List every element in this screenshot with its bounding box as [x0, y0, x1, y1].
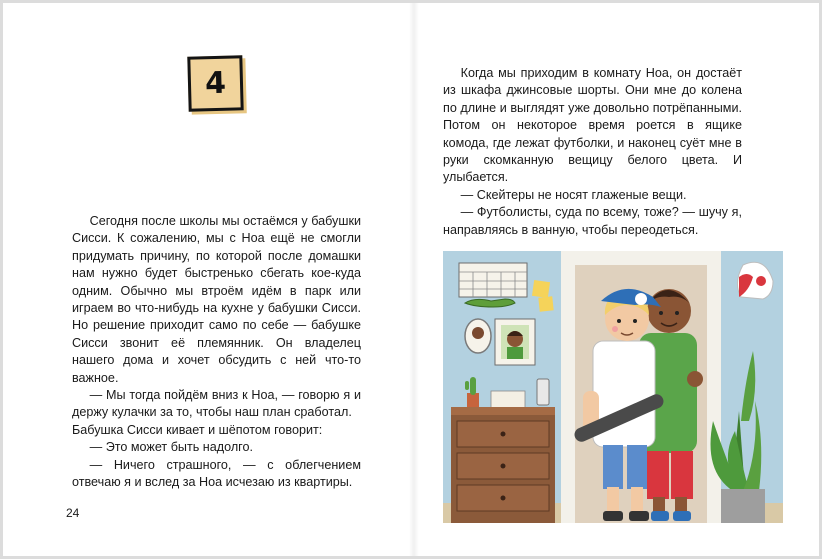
framed-photo: [495, 319, 535, 365]
right-paragraph: — Футболисты, суда по всему, тоже? — шучу я, направляясь в ванную, чтобы переодеться.: [443, 205, 742, 237]
wall-calendar: [459, 263, 527, 297]
boys-in-doorway-illustration: [443, 241, 783, 523]
sticky-note: [532, 280, 550, 298]
dresser: [451, 407, 555, 523]
right-paragraph: — Скейтеры не носят глаженые вещи.: [460, 187, 687, 202]
chapter-number: 4: [204, 65, 227, 102]
book-gutter: [409, 3, 419, 556]
right-paragraph: Когда мы приходим в комнату Ноа, он достаёт из шкафа джинсовые шорты. Они мне до колена по длине и выглядят уже довольно потрёпанными. Потом он некоторое время роется в ящике комода, где лежат футболки, и наконец суёт мне в руки скомканную вещицу белого цвета. И улыбается.: [443, 66, 742, 185]
right-page-text: [443, 65, 742, 239]
left-paragraph: — Это может быть надолго.: [89, 440, 253, 455]
left-paragraph: — Мы тогда пойдём вниз к Ноа, — говорю я и держу кулачки за то, чтобы наш план сработал.: [72, 388, 361, 420]
page-number: 24: [66, 506, 80, 520]
left-paragraph: Бабушка Сисси кивает и шёпотом говорит:: [72, 422, 323, 437]
sticky-note: [538, 296, 553, 311]
left-paragraph: — Ничего страшного, — с облегчением отвечаю я и вслед за Ноа исчезаю из квартиры.: [72, 457, 361, 490]
chapter-number-badge: [187, 55, 243, 111]
round-mirror: [465, 319, 491, 353]
phone: [537, 379, 549, 405]
book-spread: [3, 3, 819, 556]
left-paragraph: Сегодня после школы мы остаёмся у бабушки Сисси. К сожалению, мы с Ноа ещё не смогли придумать причину, по которой после домашки нам нужно будет быстренько сбегать кое-куда одним. Обычно мы втроём идём в парк или играем во что-нибудь на кухне у бабушки Сисси. Но решение приходит само по себе — бабушке Сисси звонит её племянник. Он владелец нашего дома и хочет обсудить с ней что-то важное.: [72, 214, 361, 385]
left-page-text: [72, 213, 361, 492]
